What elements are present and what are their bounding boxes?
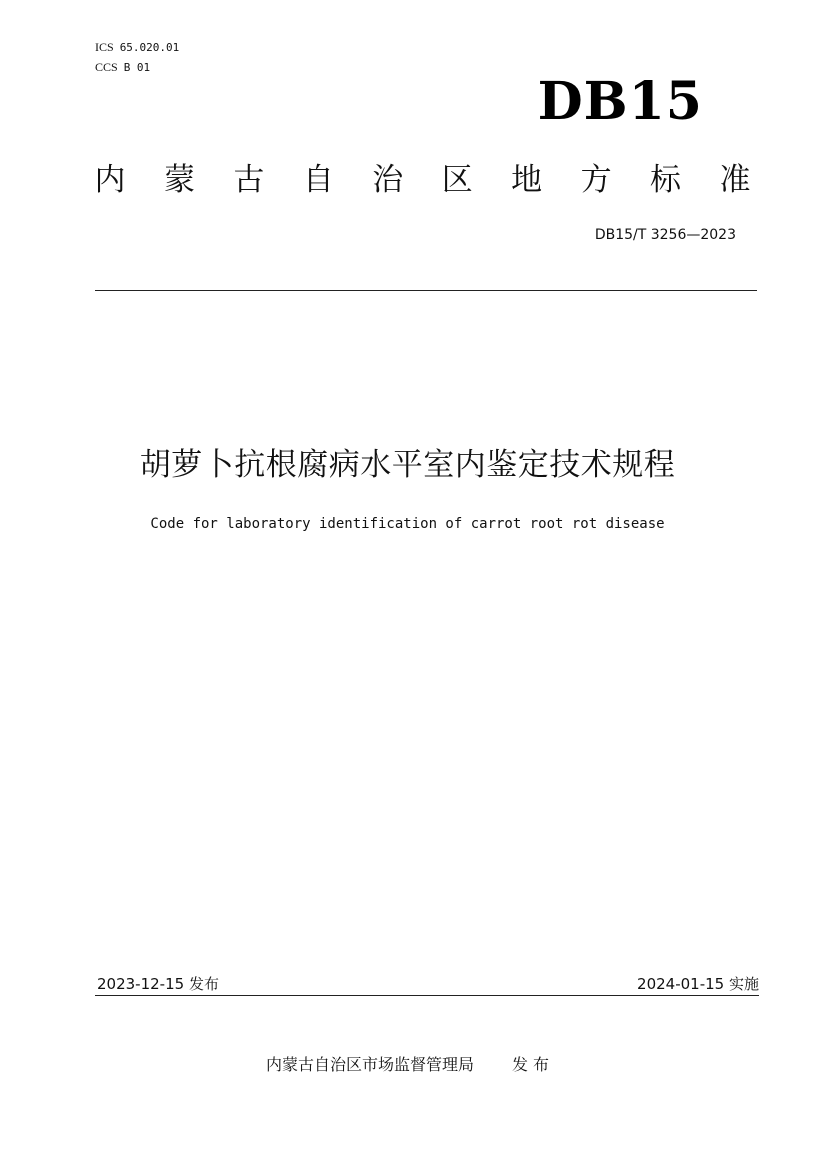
standard-type-char: 古 — [233, 161, 265, 198]
publisher-action: 发 布 — [511, 1055, 550, 1074]
ccs-label: CCS — [95, 60, 118, 74]
standard-type-char: 地 — [511, 161, 543, 198]
release-date: 2023-12-15 发布 — [97, 975, 219, 993]
db15-logo: DB15 — [537, 71, 703, 132]
standard-type-char: 方 — [580, 161, 612, 198]
publisher-org: 内蒙古自治区市场监督管理局 — [265, 1055, 474, 1074]
ics-value: 65.020.01 — [119, 41, 180, 54]
publisher-line — [0, 1055, 815, 1075]
ccs-value: B 01 — [123, 61, 151, 74]
ccs-line — [95, 60, 150, 75]
title-chinese: 胡萝卜抗根腐病水平室内鉴定技术规程 — [139, 447, 676, 483]
ics-line — [95, 40, 179, 55]
standard-type-char: 治 — [372, 161, 404, 198]
standard-number: DB15/T 3256—2023 — [594, 227, 736, 243]
top-divider — [95, 290, 757, 291]
implement-date: 2024-01-15 实施 — [637, 975, 759, 993]
standard-type-char: 蒙 — [163, 161, 195, 198]
title-english: Code for laboratory identification of carrot root rot disease — [150, 516, 665, 532]
standard-type-char: 标 — [650, 161, 681, 198]
standard-type-char: 自 — [302, 161, 334, 198]
ics-label: ICS — [95, 40, 114, 54]
standard-type-char: 准 — [719, 161, 751, 198]
bottom-divider — [95, 995, 759, 996]
standard-type-heading — [90, 156, 755, 196]
standard-type-char: 区 — [441, 161, 473, 198]
standard-type-char: 内 — [94, 161, 126, 198]
